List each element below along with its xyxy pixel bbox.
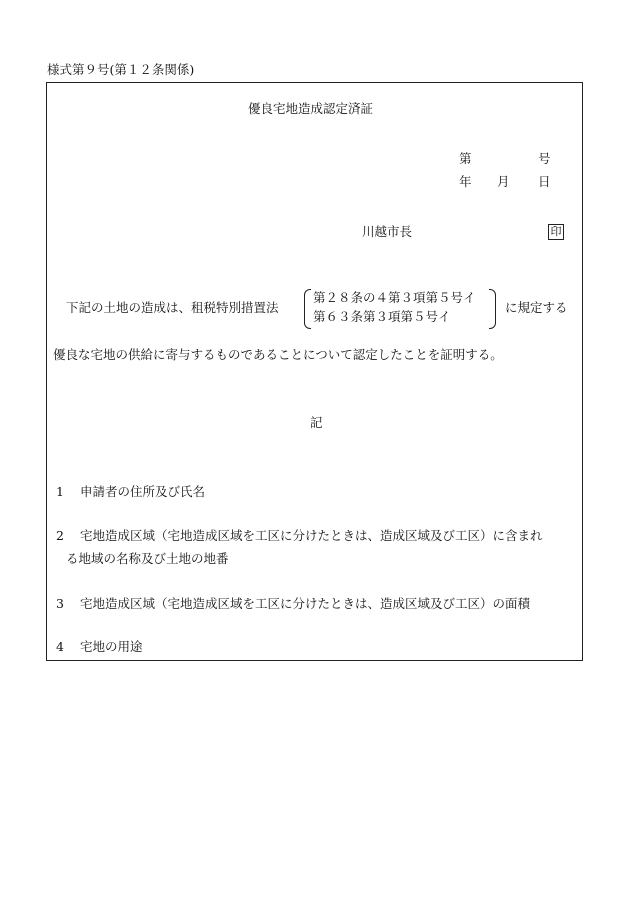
body-text-line2: 優良な宅地の供給に寄与するものであることについて認定したことを証明する。 [53, 347, 503, 362]
date-month: 月 [497, 174, 510, 189]
seal-mark: 印 [548, 224, 564, 240]
body-text-suffix: に規定する [505, 300, 568, 315]
number-prefix: 第 [459, 151, 472, 166]
item-land-use: 宅地の用途 [80, 639, 143, 654]
date-day: 日 [538, 174, 551, 189]
right-bracket [489, 289, 496, 329]
left-bracket [304, 289, 311, 329]
item-number: 3 [56, 596, 64, 611]
issuer-name: 川越市長 [362, 224, 413, 239]
certificate-frame [46, 82, 583, 661]
item-number: 1 [56, 484, 64, 499]
document-title: 優良宅地造成認定済証 [248, 101, 374, 116]
item-area-name-continuation: る地域の名称及び土地の地番 [66, 551, 229, 566]
item-applicant: 申請者の住所及び氏名 [80, 484, 206, 499]
number-suffix: 号 [538, 151, 551, 166]
form-number: 様式第９号(第１２条関係) [47, 62, 195, 77]
item-area-size: 宅地造成区域（宅地造成区域を工区に分けたときは、造成区域及び工区）の面積 [80, 596, 531, 611]
body-text-prefix: 下記の土地の造成は、租税特別措置法 [66, 300, 279, 315]
item-number: 4 [56, 639, 64, 654]
date-year: 年 [459, 174, 472, 189]
article-reference-1: 第２８条の４第３項第５号イ [313, 290, 476, 305]
article-reference-2: 第６３条第３項第５号イ [313, 309, 451, 324]
item-area-name: 宅地造成区域（宅地造成区域を工区に分けたときは、造成区域及び工区）に含まれ [80, 528, 543, 543]
ki-heading: 記 [310, 415, 323, 430]
item-number: 2 [56, 528, 64, 543]
